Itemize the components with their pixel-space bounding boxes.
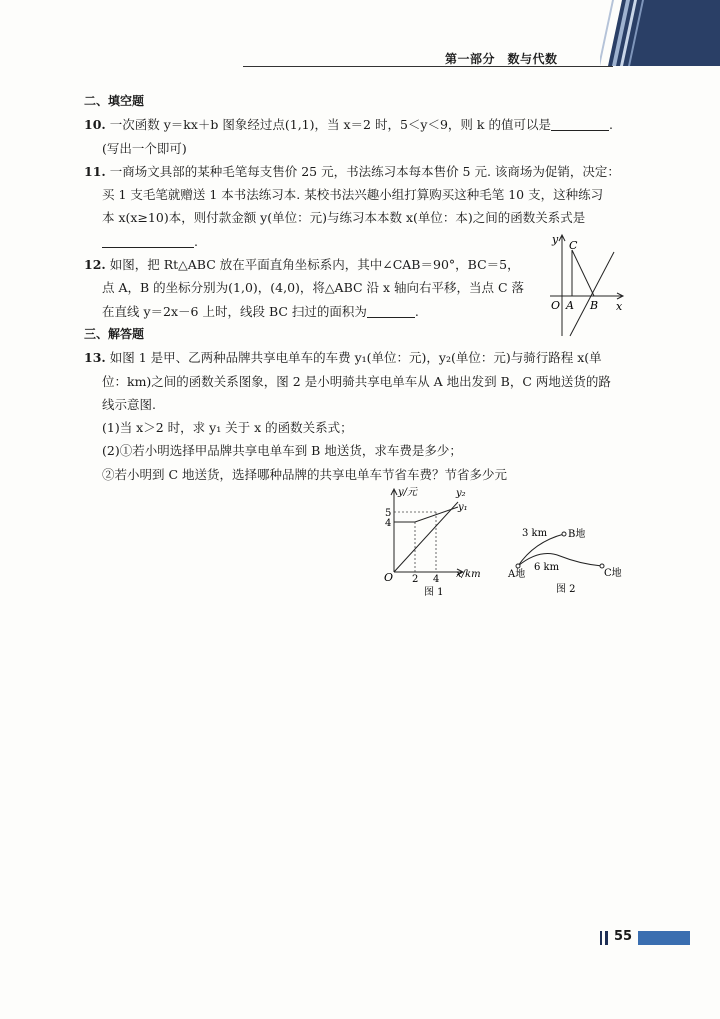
question-end-mark: . <box>194 233 198 249</box>
section-fill-blank-heading: 二、填空题 <box>84 94 145 108</box>
question-number: 11. <box>84 163 106 179</box>
fig1-ytick-4: 4 <box>385 518 392 529</box>
question-text: 如图 1 是甲、乙两种品牌共享电单车的车费 y₁(单位：元)，y₂(单位：元)与骑行路程 x(单 <box>109 350 602 366</box>
question-13-part1: (1)当 x＞2 时，求 y₁ 关于 x 的函数关系式； <box>102 420 353 436</box>
question-text: 一商场文具部的某种毛笔每支售价 25 元，书法练习本每本售价 5 元. 该商场为促销，决定： <box>109 163 620 179</box>
fig1-y-axis-label: y/元 <box>398 487 418 498</box>
point-a <box>516 564 520 568</box>
question-13-line2: 位：km)之间的函数关系图象，图 2 是小明骑共享电单车从 A 地出发到 B，C 两地送货的路 <box>102 373 611 389</box>
page-number: 55 <box>614 929 633 944</box>
question-end-mark: . <box>414 303 419 319</box>
distance-ab-label: 3 km <box>522 528 548 539</box>
section-answer-heading: 三、解答题 <box>84 326 145 341</box>
route-a-to-c <box>518 554 602 566</box>
fig2-caption: 图 2 <box>556 584 576 595</box>
question-13-line3: 线示意图. <box>102 396 156 412</box>
line-y2 <box>394 502 458 572</box>
question-13-part2b: ②若小明到 C 地送货，选择哪种品牌的共享电单车节省车费？节省多少元 <box>102 466 508 482</box>
question-number: 13. <box>84 350 106 366</box>
y-axis-label: y <box>552 233 559 246</box>
question-12-line3 <box>84 300 624 323</box>
x-axis-label: x <box>616 300 623 313</box>
question-13-part2a: (2)①若小明选择甲品牌共享电单车到 B 地送货，求车费是多少； <box>102 443 462 459</box>
fig1-caption: 图 1 <box>424 587 444 598</box>
question-number: 12. <box>84 257 106 273</box>
line-y1 <box>394 507 458 522</box>
question-11-line1 <box>84 160 624 183</box>
place-a-label: A地 <box>508 569 526 580</box>
page-header-title: 第一部分 数与代数 <box>445 52 558 66</box>
fig1-origin-label: O <box>384 571 394 584</box>
fig1-xtick-4: 4 <box>433 574 440 585</box>
answer-blank <box>102 233 194 248</box>
question-11-line2: 买 1 支毛笔就赠送 1 本书法练习本. 某校书法兴趣小组打算购买这种毛笔 10 支，这种练习 <box>102 187 604 203</box>
footer-bar <box>600 931 602 945</box>
figure-1-graph <box>376 484 488 598</box>
question-10 <box>84 113 624 136</box>
question-11-answer <box>84 230 624 253</box>
question-12-line2: 点 A，B 的坐标分别为(1,0)，(4,0)，将△ABC 沿 x 轴向右平移，当点 C 落 <box>102 280 525 296</box>
place-b-label: B地 <box>568 529 586 540</box>
question-text: 一次函数 y＝kx＋b 图象经过点(1,1)，当 x＝2 时，5＜y＜9，则 k 的值可以是 <box>109 117 551 133</box>
question-text: 在直线 y＝2x－6 上时，线段 BC 扫过的面积为 <box>102 303 367 319</box>
header-rule <box>243 66 613 67</box>
figure-2-route-map <box>504 520 636 600</box>
point-b <box>562 532 566 536</box>
point-a-label: A <box>566 299 574 312</box>
answer-blank <box>551 116 609 131</box>
question-number: 10. <box>84 117 106 133</box>
fig1-y1-label: y₁ <box>458 502 468 513</box>
question-11-line3: 本 x(x≥10)本，则付款金额 y(单位：元)与练习本本数 x(单位：本)之间的函数关系式是 <box>102 210 586 226</box>
place-c-label: C地 <box>604 568 622 579</box>
fig1-xtick-2: 2 <box>412 574 419 585</box>
distance-ac-label: 6 km <box>534 562 560 573</box>
footer-bar <box>605 931 608 945</box>
question-text: 如图，把 Rt△ABC 放在平面直角坐标系内，其中∠CAB＝90°，BC＝5， <box>109 257 520 273</box>
question-12-line1 <box>84 253 624 276</box>
question-10-note: (写出一个即可) <box>102 140 187 156</box>
q12-coordinate-figure <box>548 232 628 340</box>
fig1-x-axis-label: x/km <box>456 569 481 580</box>
origin-label: O <box>551 299 561 312</box>
footer-accent-bar <box>638 931 690 945</box>
question-end-mark: . <box>608 117 613 133</box>
header-decoration <box>600 0 720 66</box>
point-b-label: B <box>590 299 599 312</box>
page-content <box>84 90 624 486</box>
question-13-line1 <box>84 346 624 369</box>
fig1-ytick-5: 5 <box>385 508 392 519</box>
answer-blank <box>367 303 415 318</box>
fig1-y2-label: y₂ <box>456 488 466 499</box>
point-c-label: C <box>569 239 578 252</box>
